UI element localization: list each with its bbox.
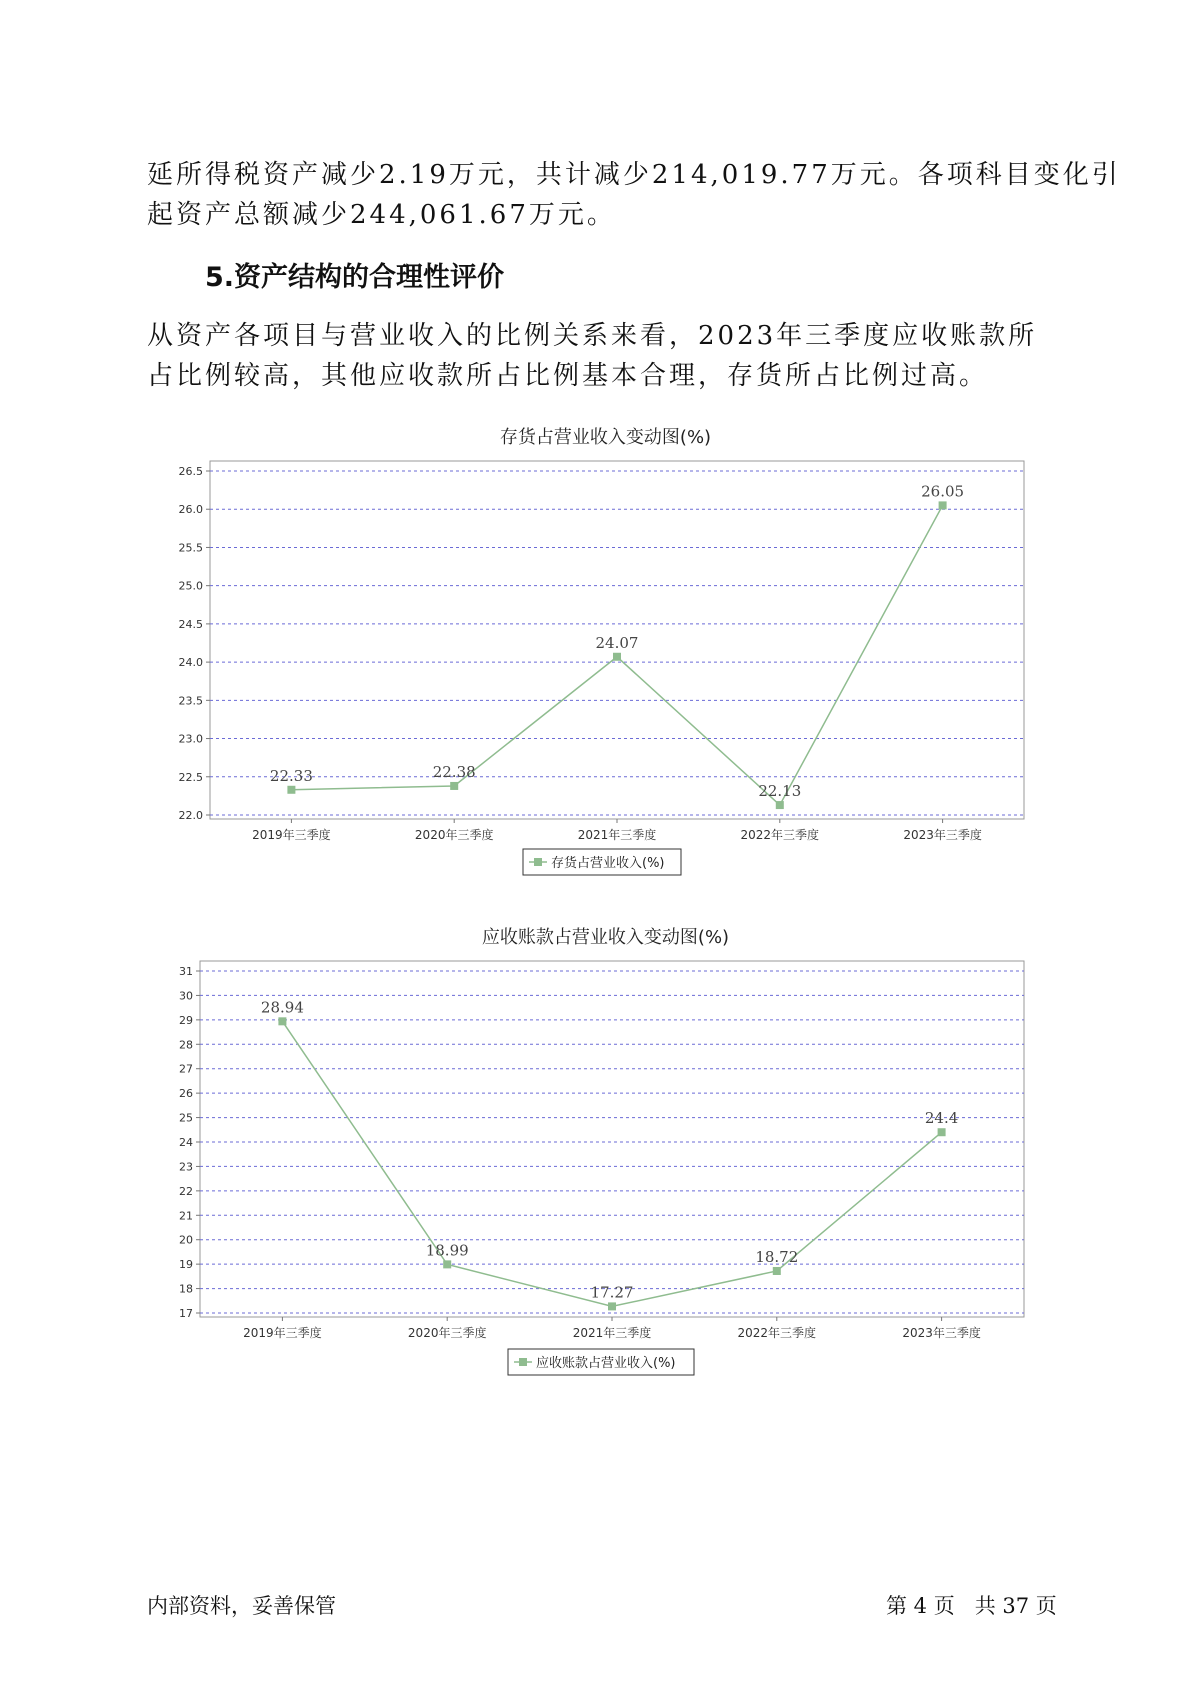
y-tick-label: 26 — [179, 1087, 193, 1101]
y-tick-label: 19 — [179, 1258, 193, 1272]
data-label: 22.13 — [758, 782, 802, 801]
section-heading: 5.资产结构的合理性评价 — [205, 262, 505, 293]
chart-title: 存货占营业收入变动图(%) — [499, 427, 712, 448]
y-tick-label: 25 — [179, 1111, 193, 1125]
y-tick-label: 25.0 — [178, 579, 203, 593]
inventory-chart — [0, 425, 1191, 885]
y-tick-label: 31 — [179, 965, 193, 978]
data-point — [278, 1017, 286, 1025]
x-tick-label: 2021年三季度 — [577, 828, 657, 842]
y-tick-label: 30 — [179, 989, 193, 1003]
data-label: 17.27 — [590, 1283, 634, 1302]
y-tick-label: 20 — [179, 1233, 193, 1247]
x-tick-label: 2022年三季度 — [737, 1326, 817, 1340]
paragraph-line: 从资产各项目与营业收入的比例关系来看，2023年三季度应收账款所 — [147, 321, 1038, 351]
paragraph-2 — [147, 316, 1047, 396]
data-label: 22.33 — [269, 766, 313, 785]
data-label: 24.07 — [595, 633, 639, 652]
x-tick-label: 2019年三季度 — [252, 828, 331, 842]
page-number: 第 4 页 共 37 页 — [886, 1594, 1057, 1618]
x-tick-label: 2022年三季度 — [740, 828, 820, 842]
data-point — [938, 1128, 946, 1136]
paragraph-line: 占比例较高，其他应收款所占比例基本合理，存货所占比例过高。 — [147, 361, 989, 391]
data-label: 24.4 — [924, 1109, 959, 1128]
y-tick-label: 18 — [179, 1282, 193, 1296]
data-label: 26.05 — [921, 482, 965, 501]
paragraph-line: 起资产总额减少244,061.67万元。 — [147, 200, 616, 230]
y-tick-label: 26.5 — [178, 465, 203, 478]
y-tick-label: 28 — [179, 1038, 193, 1052]
y-tick-label: 24 — [179, 1136, 193, 1149]
y-tick-label: 24.5 — [178, 617, 203, 631]
paragraph-line: 延所得税资产减少2.19万元，共计减少214,019.77万元。各项科目变化引 — [147, 160, 1121, 190]
y-tick-label: 23.5 — [178, 694, 203, 708]
plot-area — [200, 961, 1024, 1317]
receivables-chart — [0, 925, 1191, 1385]
legend-marker — [519, 1358, 527, 1366]
y-tick-label: 24.0 — [178, 656, 203, 670]
legend-label: 应收账款占营业收入(%) — [536, 1356, 676, 1371]
y-tick-label: 17 — [179, 1307, 193, 1320]
data-label: 28.94 — [260, 998, 304, 1017]
y-tick-label: 27 — [179, 1062, 193, 1076]
chart-title: 应收账款占营业收入变动图(%) — [481, 927, 730, 948]
y-tick-label: 23.0 — [178, 732, 203, 746]
x-tick-label: 2020年三季度 — [407, 1326, 487, 1340]
inventory-chart-svg — [0, 425, 1191, 885]
data-label: 18.99 — [425, 1241, 469, 1260]
data-point — [287, 786, 295, 794]
y-tick-label: 23 — [179, 1160, 193, 1174]
legend-marker — [534, 858, 542, 866]
data-point — [443, 1260, 451, 1268]
y-tick-label: 22 — [179, 1184, 193, 1198]
paragraph-1 — [147, 155, 1121, 235]
y-tick-label: 22.5 — [178, 770, 203, 784]
x-tick-label: 2021年三季度 — [572, 1326, 652, 1340]
data-point — [773, 1267, 781, 1275]
y-tick-label: 21 — [179, 1209, 193, 1223]
data-point — [776, 801, 784, 809]
data-point — [613, 653, 621, 661]
data-point — [608, 1302, 616, 1310]
data-point — [450, 782, 458, 790]
x-tick-label: 2019年三季度 — [243, 1326, 322, 1340]
footer-note: 内部资料，妥善保管 — [147, 1594, 336, 1618]
data-point — [939, 501, 947, 509]
y-tick-label: 25.5 — [178, 541, 203, 555]
x-tick-label: 2023年三季度 — [903, 828, 982, 842]
y-tick-label: 22.0 — [178, 809, 203, 822]
y-tick-label: 26.0 — [178, 503, 203, 517]
legend-label: 存货占营业收入(%) — [551, 856, 665, 871]
data-label: 18.72 — [755, 1247, 799, 1266]
data-label: 22.38 — [432, 762, 476, 781]
x-tick-label: 2020年三季度 — [414, 828, 494, 842]
y-tick-label: 29 — [179, 1013, 193, 1027]
x-tick-label: 2023年三季度 — [902, 1326, 981, 1340]
receivables-chart-svg — [0, 925, 1191, 1385]
